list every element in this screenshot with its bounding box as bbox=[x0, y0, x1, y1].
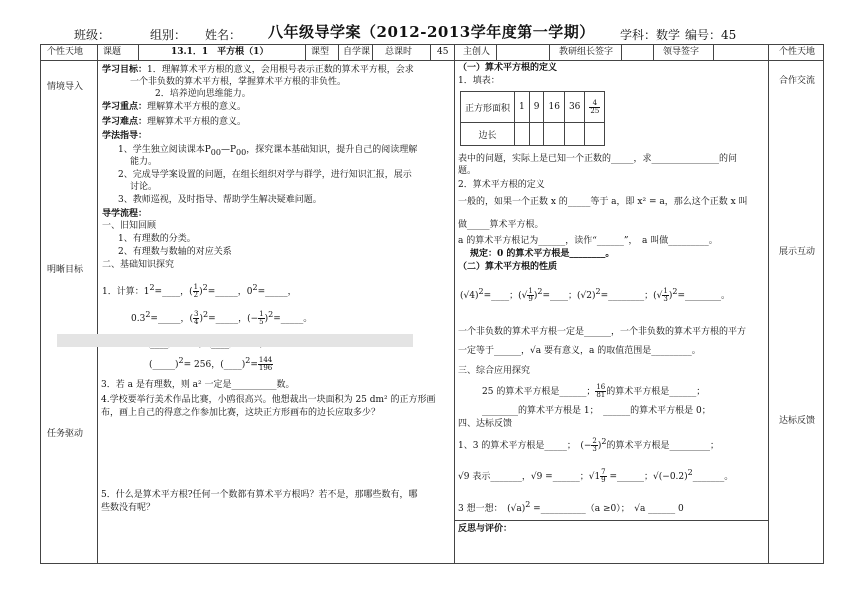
properties-row: $(√4)^2=\_\_\_\_$；(√ $\frac{1}{9}$ )$^2$=____；$(√2)^2=\_\_\_\_\_\_\_\_$；(√ $\frac{1}{3}$ )$^2$=________。 bbox=[460, 287, 730, 303]
document-header bbox=[0, 18, 860, 42]
class-label: 班级： bbox=[74, 28, 111, 42]
question-5b: 些数没有呢？ bbox=[101, 503, 156, 513]
goal-1a: 1．理解算术平方根的意义，会用根号表示正数的算术平方根，会求 bbox=[147, 65, 414, 75]
fill-table-title: 1．填表： bbox=[458, 76, 500, 86]
method-1c: 能力。 bbox=[130, 157, 158, 167]
table-cell: 36 bbox=[564, 92, 584, 123]
review-label: 教研组长签字 bbox=[559, 47, 614, 57]
hours-value: 45 bbox=[437, 47, 449, 57]
leader-label: 领导签字 bbox=[663, 47, 700, 57]
method-label: 学法指导： bbox=[102, 131, 148, 141]
calc-row-1: 1．计算：$1^2=\_\_\_\_$，( $\frac{1}{2}$ )$^2$=_____，$0^2=\_\_\_\_\_$， bbox=[102, 283, 297, 299]
table-note-2: 题。 bbox=[458, 166, 477, 176]
method-3: 3、教师巡视，及时指导、帮助学生解决疑难问题。 bbox=[118, 195, 322, 205]
personal-space-left: 个性天地 bbox=[47, 47, 84, 57]
fill-row-2: (_____)$^2$= 256，(____)$^2$= $\frac{144}{196}$ bbox=[149, 356, 273, 372]
table-cell: 16 bbox=[544, 92, 564, 123]
definition-rule: 规定：0 的算术平方根是________。 bbox=[470, 249, 615, 259]
property-line-2: 一定等于______，√a 要有意义，a 的取值范围是_________。 bbox=[458, 346, 701, 356]
apply-line-1: 25 的算术平方根是______； $\frac{16}{81}$ 的算术平方根是______； bbox=[482, 383, 706, 399]
table-side-label: 边长 bbox=[461, 123, 515, 146]
question-4a: 4.学校要举行美术作品比赛，小鸥很高兴。他想裁出一块面积为 25 dm² 的正方形画 bbox=[101, 395, 436, 405]
table-cell: 1 bbox=[515, 92, 530, 123]
method-2b: 讨论。 bbox=[130, 182, 158, 192]
margin-clarify: 明晰目标 bbox=[47, 265, 84, 275]
review-heading: 一、旧知回顾 bbox=[102, 221, 157, 231]
key-label: 学习重点： bbox=[102, 102, 148, 112]
type-label: 课型 bbox=[311, 47, 330, 57]
review-item-1: 1、有理数的分类。 bbox=[118, 234, 196, 244]
difficulty-text: 理解算术平方根的意义。 bbox=[147, 117, 247, 127]
question-3: 3．若 a 是有理数，则 a² 一定是__________数。 bbox=[101, 380, 295, 390]
group-label: 组别： bbox=[150, 28, 187, 42]
margin-display: 展示互动 bbox=[779, 247, 816, 257]
definition-line-3: a 的算术平方根记为______，读作“______”， a 叫做_________。 bbox=[458, 236, 718, 246]
calc-row-2: $0.3^2=\_\_\_\_\_$，( $\frac{3}{4}$ )$^2$=_____，(− $\frac{1}{5}$ )$^2$=_____。 bbox=[131, 310, 313, 326]
section-properties: （二）算术平方根的性质 bbox=[458, 262, 558, 272]
section-feedback: 四、达标反馈 bbox=[458, 419, 513, 429]
flow-label: 导学流程： bbox=[102, 209, 148, 219]
author-label: 主创人 bbox=[463, 47, 491, 57]
apply-line-2: ________的算术平方根是 1； ______的算术平方根是 0； bbox=[482, 406, 711, 416]
type-value: 自学课 bbox=[343, 47, 371, 57]
method-2a: 2、完成导学案设置的问题，在组长组织对学与群学，进行知识汇报，展示 bbox=[118, 170, 412, 180]
property-line-1: 一个非负数的算术平方根一定是______，一个非负数的算术平方根的平方 bbox=[458, 327, 747, 337]
feedback-line-2: √9 表示_______，√9 =______；√1 $\frac{7}{9}$ =______；$√(-0.2)^2\_\_\_\_\_\_\_$。 bbox=[458, 468, 734, 484]
doc-number: 编号：45 bbox=[685, 28, 737, 42]
question-5a: 5．什么是算术平方根?任何一个数都有算术平方根吗？若不是，那哪些数有，哪 bbox=[101, 490, 418, 500]
section-definition: （一）算术平方根的定义 bbox=[458, 63, 558, 73]
name-label: 姓名： bbox=[205, 28, 242, 42]
topic-value: 13.1．1 平方根（1） bbox=[171, 47, 269, 57]
method-1b: ，探究课本基础知识，提升自己的阅读理解 bbox=[246, 145, 418, 155]
margin-task: 任务驱动 bbox=[47, 429, 84, 439]
table-area-label: 正方形面积 bbox=[461, 92, 515, 123]
definition-line-2: 做_____算术平方根。 bbox=[458, 220, 544, 230]
reflect-label: 反思与评价： bbox=[458, 524, 513, 534]
hours-label: 总课时 bbox=[385, 47, 413, 57]
worksheet-grid: 个性天地 课题 13.1．1 平方根（1） 课型 自学课 总课时 45 主创人 教研组长签字 领导签字 个性天地 情境导入 明晰目标 任务驱动 合作交流 展示互动 达标反馈 学习目标：1．理解算术平方根的意义，会用根号表示正数的算术平方根，会求 一个非负数的算术平方根，掌握算术平方根的非负性。 2．培养逆向思维能力。 学习重点：理解算术平方根的意义。 学习难点：理解算术平方根的意义。 学法指导： 1、学生独立阅读课本$P_{00}—P_{00}$，探究课本基础知识，提升自己的阅读理解 能力。 2、完成导学案设置的问题，在组长组织对学与群学，进行知识汇报，展示 讨论。 3、教师巡视，及时指导、帮助学生解决疑难问题。 导学流程： 一、旧知回顾 1、有理数的分类。 2、有理数与数轴的对应关系 二、基础知识探究 1．计算：$1^2=\_\_\_\_$，( $\frac{1}{2}$ )$^2$=_____，$0^2=\_\_\_\_\_$， $0.3^2=\_\_\_\_\_$，( $\frac{3}{4}$ )$^2$=_____，(− $\frac{1}{5}$ )$^2$=_____。 (_____)$^2$= 256，(____)$^2$= $\frac{144}{196}$ bbox=[40, 44, 824, 564]
margin-feedback: 达标反馈 bbox=[779, 416, 816, 426]
definition-title: 2．算术平方根的定义 bbox=[458, 180, 545, 190]
feedback-line-1: 1、3 的算术平方根是_____； (− $\frac{2}{3}$ )$^2$的算术平方根是_________； bbox=[458, 437, 719, 453]
table-cell: 9 bbox=[529, 92, 544, 123]
document-title: 八年级导学案（2012-2013学年度第一学期） bbox=[268, 23, 595, 41]
table-cell-fraction: $\frac{4}{25}$ bbox=[585, 92, 605, 123]
goal-1b: 一个非负数的算术平方根，掌握算术平方根的非负性。 bbox=[130, 77, 347, 87]
difficulty-label: 学习难点： bbox=[102, 117, 148, 127]
question-4b: 布，画上自己的得意之作参加比赛，这块正方形画布的边长应取多少？ bbox=[101, 408, 381, 418]
basic-heading: 二、基础知识探究 bbox=[102, 260, 175, 270]
think-line: 3 想一想： $(√a)^2$ =__________（a ≥0）； √a ______ 0 bbox=[458, 500, 684, 514]
key-text: 理解算术平方根的意义。 bbox=[147, 102, 247, 112]
topic-label: 课题 bbox=[103, 47, 122, 57]
review-item-2: 2、有理数与数轴的对应关系 bbox=[118, 247, 232, 257]
definition-line-1: 一般的，如果一个正数 x 的_____等于 a，即 x² = a，那么这个正数 x 叫 bbox=[458, 197, 748, 207]
table-note-1: 表中的问题，实际上是已知一个正数的_____，求_______________的问 bbox=[458, 154, 738, 164]
goal-2: 2．培养逆向思维能力。 bbox=[155, 89, 251, 99]
margin-cooperate: 合作交流 bbox=[779, 76, 816, 86]
method-1a: 1、学生独立阅读课本P bbox=[118, 145, 211, 155]
goal-label: 学习目标： bbox=[102, 65, 148, 75]
personal-space-right: 个性天地 bbox=[779, 47, 816, 57]
margin-situation: 情境导入 bbox=[47, 82, 84, 92]
subject-label: 学科：数学 bbox=[620, 28, 681, 42]
section-application: 三、综合应用探究 bbox=[458, 366, 531, 376]
